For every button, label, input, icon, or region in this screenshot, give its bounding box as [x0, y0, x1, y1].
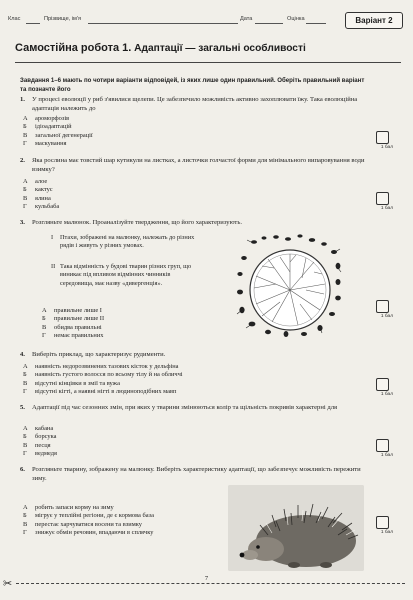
answer-box-6[interactable] [376, 516, 389, 529]
page-number: 7 [204, 575, 209, 582]
class-field[interactable] [26, 23, 40, 24]
answer-box-5[interactable] [376, 439, 389, 452]
question-3-options [42, 307, 104, 340]
variant-badge: Варіант 2 [345, 12, 403, 29]
name-label: Прізвище, ім'я [44, 16, 81, 22]
cut-line [16, 583, 405, 584]
class-label: Клас [8, 16, 21, 22]
instructions: Завдання 1–6 мають по чотири варіанти відповідей, із яких лише один правильний. Оберіть правильний варіант та позначте його [20, 77, 365, 93]
score-label-1: 1 бал [380, 145, 393, 150]
option-d[interactable]: Г відсутні кігті, а наявні нігті в людиноподібних мавп [23, 387, 177, 395]
option-c[interactable]: В загальної дегенерації [23, 131, 93, 139]
option-b[interactable]: Б борсука [23, 433, 57, 441]
title-rest: Адаптації — загальні особливості [134, 43, 306, 54]
bird-radiation-illustration [234, 232, 344, 338]
hedgehog-photo [228, 485, 364, 571]
title-divider [15, 62, 401, 63]
question-2-options [23, 178, 59, 211]
statement-1 [51, 234, 200, 251]
name-field[interactable] [88, 23, 238, 24]
option-c[interactable]: В відсутні кінцівки в змії та вужа [23, 379, 120, 387]
option-d[interactable]: Г ведмедя [23, 449, 57, 457]
statement-numeral: II [51, 263, 56, 270]
option-c[interactable]: В ялина [23, 194, 51, 202]
grade-label: Оцінка [287, 16, 305, 22]
score-label-5: 1 бал [380, 453, 393, 458]
title-bold: Самостійна робота 1. [15, 42, 132, 54]
question-number: 5. [20, 404, 25, 411]
statement-2 [51, 263, 200, 288]
option-a[interactable]: А правильне лише I [42, 307, 102, 314]
option-c[interactable]: В перестає харчуватися восени та взимку [23, 520, 142, 528]
score-label-6: 1 бал [380, 530, 393, 535]
question-number: 4. [20, 351, 25, 358]
option-b[interactable]: Б мігрує у теплійні регіони, де є кормова база [23, 512, 154, 520]
question-text: Адаптації під час сезонних змін, при яких у тварини змінюються колір та щільність покривів характерні для [32, 404, 338, 411]
grade-field[interactable] [306, 23, 326, 24]
question-text: Розгляньте малюнок. Проаналізуйте твердження, що його характеризують. [32, 219, 242, 226]
answer-box-3[interactable] [376, 300, 389, 313]
answer-box-4[interactable] [376, 378, 389, 391]
statement-numeral: I [51, 234, 54, 241]
question-1-options [23, 115, 93, 148]
score-label-4: 1 бал [380, 392, 393, 397]
question-number: 2. [20, 157, 25, 164]
option-d[interactable]: Г знижує обмін речовин, впадаючи в сплячку [23, 528, 154, 536]
option-d[interactable]: Г кульбаба [23, 202, 60, 210]
option-a[interactable]: А ароморфозів [23, 115, 70, 122]
question-4-options [23, 363, 183, 396]
date-label: Дата [240, 16, 253, 22]
option-a[interactable]: А наявність недорозвинених тазових кісток у дельфіна [23, 363, 179, 370]
question-6-options [23, 504, 154, 537]
question-text: У процесі еволюції у риб з'явилися щелепи. Це забезпечило можливість активно захоплювати їжу. Така еволюційна адаптація належить до [32, 96, 358, 112]
option-a[interactable]: А робить запаси корму на зиму [23, 504, 114, 511]
option-b[interactable]: Б ідіоадаптацій [23, 123, 72, 131]
option-c[interactable]: В обидва правильні [42, 323, 102, 331]
date-field[interactable] [255, 23, 283, 24]
answer-box-1[interactable] [376, 131, 389, 144]
score-label-3: 1 бал [380, 314, 393, 319]
statement-text: Така відмінність у будові тварин різних груп, що виникає під впливом відмінних чинників середовища, має назву «дивергенція». [60, 263, 192, 287]
question-text: Виберіть приклад, що характеризує рудименти. [32, 351, 166, 358]
question-number: 1. [20, 96, 25, 103]
question-number: 3. [20, 219, 25, 226]
question-text: Розгляньте тварину, зображену на малюнку. Виберіть характеристику адаптації, що забезпечує можливість пережити зиму. [32, 466, 361, 482]
option-d[interactable]: Г маскування [23, 139, 67, 147]
question-text: Яка рослина має товстий шар кутикули на листках, а листочки голчастої форми для мінімального випаровування води взимку? [32, 157, 365, 173]
option-c[interactable]: В песця [23, 441, 51, 449]
option-a[interactable]: А алое [23, 178, 48, 185]
statement-text: Птахи, зображені на малюнку, належать до різних рядів і живуть у різних умовах. [60, 234, 195, 250]
question-5-options [23, 425, 57, 458]
answer-box-2[interactable] [376, 192, 389, 205]
option-b[interactable]: Б наявність густого волосся по всьому тілу й на обличчі [23, 371, 183, 379]
page-title [15, 42, 306, 54]
option-b[interactable]: Б кактус [23, 186, 53, 194]
option-d[interactable]: Г немає правильних [42, 331, 104, 339]
option-b[interactable]: Б правильне лише II [42, 315, 105, 323]
score-label-2: 1 бал [380, 206, 393, 211]
option-a[interactable]: А кабана [23, 425, 54, 432]
question-number: 6. [20, 466, 25, 473]
scissors-icon: ✂ [3, 577, 13, 590]
